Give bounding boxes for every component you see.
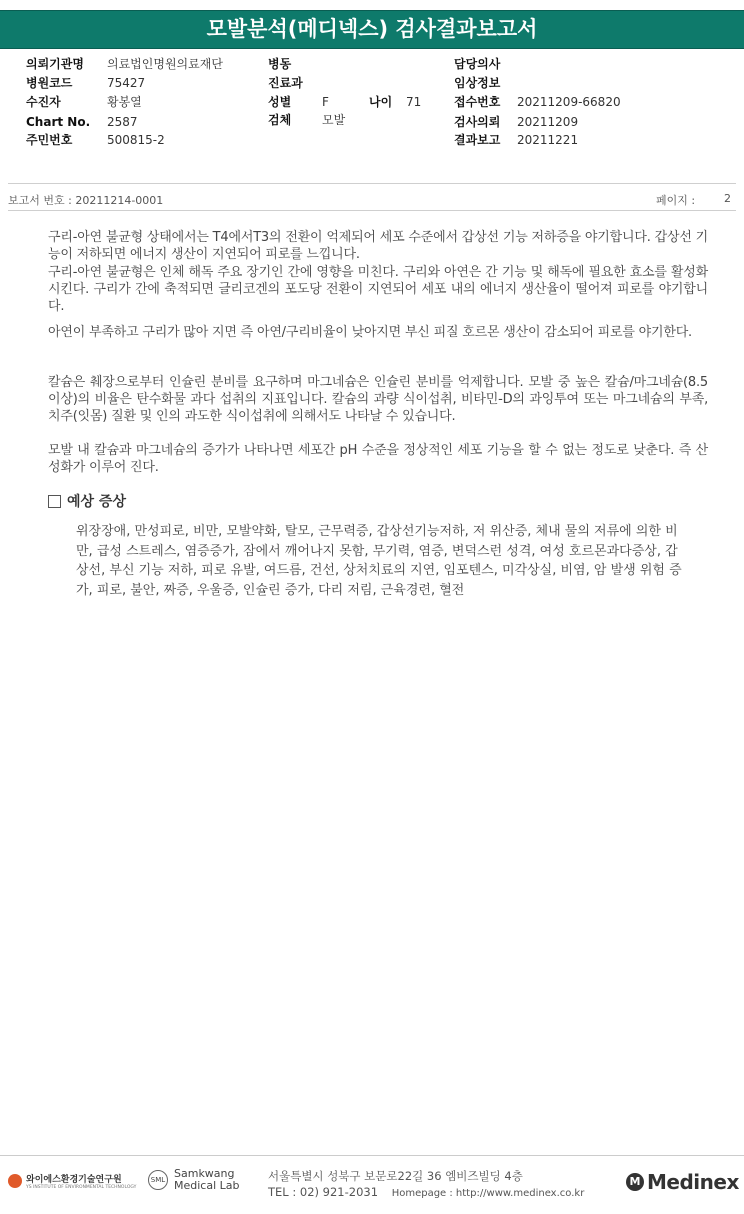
section-title: 예상 증상 — [67, 494, 126, 510]
address: 서울특별시 성북구 보문로22길 36 엠비즈빌딩 4층 — [268, 1169, 523, 1183]
sml-logo-icon: SML — [148, 1170, 168, 1190]
clinical-label: 임상정보 — [454, 76, 501, 90]
samkwang-line1: Samkwang — [174, 1167, 235, 1180]
sex-label: 성별 — [268, 95, 292, 109]
ward-label: 병동 — [268, 57, 292, 71]
section-heading — [48, 491, 126, 511]
meta-divider — [8, 210, 736, 211]
report-title: 모발분석(메디넥스) 검사결과보고서 — [0, 10, 744, 49]
hospital-label: 의뢰기관명 — [26, 57, 84, 71]
dept-label: 진료과 — [268, 76, 303, 90]
report-date-value: 20211221 — [517, 133, 579, 147]
chart-value: 2587 — [107, 115, 138, 129]
rrn-label: 주민번호 — [26, 133, 73, 147]
report-number: 보고서 번호 : 20211214-0001 — [8, 194, 164, 207]
doctor-label: 담당의사 — [454, 57, 501, 71]
header-divider — [8, 183, 736, 184]
code-label: 병원코드 — [26, 76, 73, 90]
rrn-value: 500815-2 — [107, 133, 165, 147]
paragraph-4: 칼슘은 췌장으로부터 인슐린 분비를 요구하며 마그네슘은 인슐린 분비를 억제합니다. 모발 중 높은 칼슘/마그네슘(8.5이상)의 비율은 탄수화물 과다 섭취의 지표입니다. 칼슘의 과량 식이섭취, 비타민-D의 과잉투여 또는 마그네슘의 부족, 치주(잇몸) 질환 및 인의 과도한 식이섭취에 의해서도 나타날 수 있습니다. — [48, 375, 708, 424]
telephone: TEL : 02) 921-2031 — [268, 1185, 379, 1199]
ys-logo-name: 와이에스환경기술연구원 — [26, 1175, 122, 1185]
samkwang-logo — [148, 1168, 240, 1192]
homepage: Homepage : http://www.medinex.co.kr — [391, 1188, 585, 1199]
checkbox-icon — [48, 495, 61, 508]
ys-logo-icon — [8, 1174, 22, 1188]
request-value: 20211209 — [517, 115, 579, 129]
page-number: 2 — [724, 192, 731, 205]
paragraph-3: 아연이 부족하고 구리가 많아 지면 즉 아연/구리비율이 낮아지면 부신 피질 호르몬 생산이 감소되어 피로를 야기한다. — [48, 325, 692, 340]
age-value: 71 — [406, 95, 422, 109]
ys-logo — [8, 1172, 136, 1190]
paragraph-2: 구리-아연 불균형은 인체 해독 주요 장기인 간에 영향을 미친다. 구리와 아연은 간 기능 및 해독에 필요한 효소를 활성화시킨다. 구리가 간에 축적되면 글리코겐의 포도당 전환이 지연되어 세포 내의 에너지 생산율이 떨어져 피로를 야기합니다. — [48, 265, 708, 314]
paragraph-5: 모발 내 칼슘과 마그네슘의 증가가 나타나면 세포간 pH 수준을 정상적인 세포 기능을 할 수 없는 정도로 낮춘다. 즉 산성화가 이루어 진다. — [48, 443, 708, 475]
hospital-value: 의료법인명원의료재단 — [107, 57, 223, 71]
receipt-value: 20211209-66820 — [517, 95, 621, 109]
request-label: 검사의뢰 — [454, 115, 501, 129]
report-date-label: 결과보고 — [454, 133, 501, 147]
page-label: 페이지 : — [656, 194, 696, 207]
medinex-logo-name: Medinex — [647, 1170, 739, 1194]
paragraph-1: 구리-아연 불균형 상태에서는 T4에서T3의 전환이 억제되어 세포 수준에서 갑상선 기능 저하증을 야기합니다. 갑상선 기능이 저하되면 에너지 생산이 지연되어 피로를 느낍니다. — [48, 230, 708, 262]
footer-address-block — [268, 1168, 584, 1202]
medinex-logo-icon: M — [626, 1173, 644, 1191]
specimen-value: 모발 — [322, 113, 346, 127]
code-value: 75427 — [107, 76, 146, 90]
sex-value: F — [322, 95, 329, 109]
symptoms-list: 위장장애, 만성피로, 비만, 모발약화, 탈모, 근무력증, 갑상선기능저하, 저 위산증, 체내 물의 저류에 의한 비만, 급성 스트레스, 염증증가, 잠에서 깨어나지 못함, 무기력, 염증, 변덕스런 성격, 여성 호르몬과다증상, 갑상선, 부신 기능 저하, 피로 유발, 여드름, 건선, 상처치료의 지연, 임포텐스, 미각상실, 비염, 암 발생 위험 증가, 피로, 불안, 짜증, 우울증, 인슐린 증가, 다리 저림, 근육경련, 혈전 — [76, 524, 682, 598]
chart-label: Chart No. — [26, 115, 91, 129]
patient-label: 수진자 — [26, 95, 61, 109]
ys-logo-sub: YS INSTITUTE OF ENVIRONMENTAL TECHNOLOGY — [26, 1185, 137, 1190]
receipt-label: 접수번호 — [454, 95, 501, 109]
patient-value: 황봉열 — [107, 95, 142, 109]
specimen-label: 검체 — [268, 113, 292, 127]
age-label: 나이 — [369, 95, 393, 109]
samkwang-line2: Medical Lab — [174, 1179, 240, 1192]
footer-divider — [0, 1155, 744, 1156]
medinex-logo — [626, 1170, 739, 1194]
